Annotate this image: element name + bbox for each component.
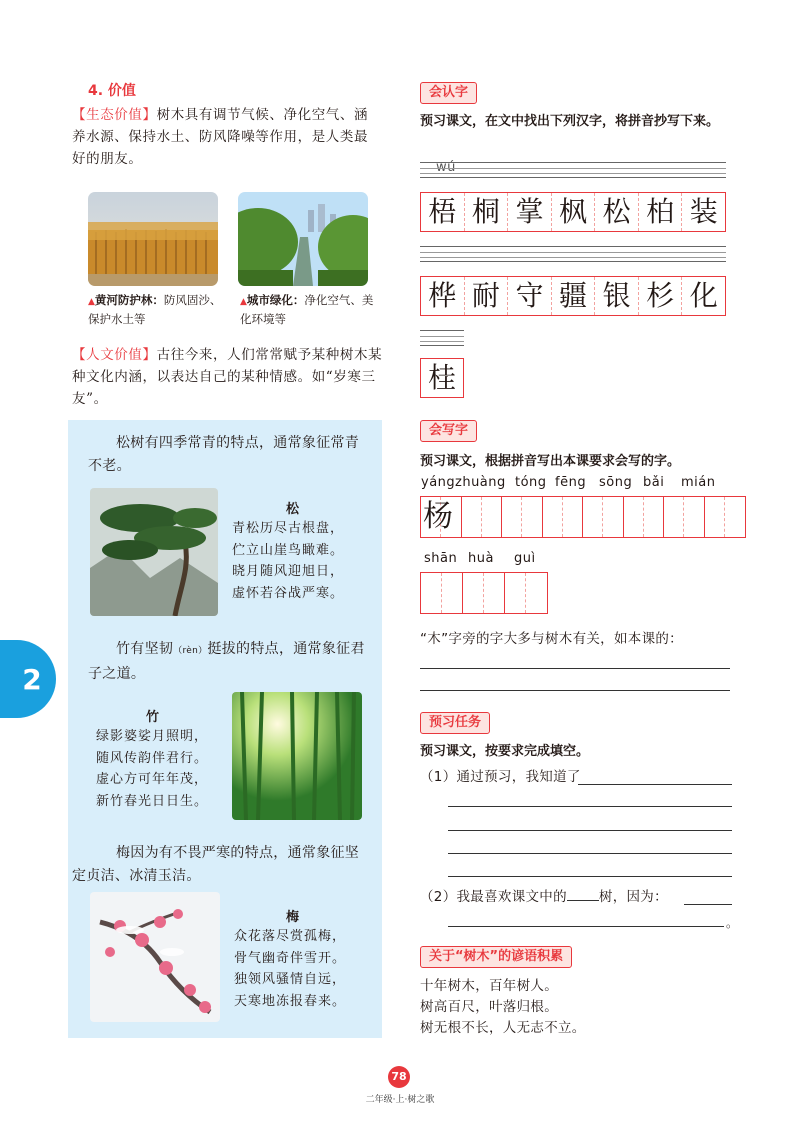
recognize-instruction: 预习课文，在文中找出下列汉字，将拼音抄写下来。 [420,114,720,129]
plum-poem: 众花落尽赏孤梅， 骨气幽奇伴雪开。 独领风骚情自远， 天寒地冻报春来。 [234,929,347,1009]
culture-value-paragraph [72,344,384,410]
task-q1: （1）通过预习，我知道了 [420,769,581,785]
task-instruction: 预习课文，按要求完成填空。 [420,744,590,759]
proverb-line: 十年树木，百年树人。 [420,978,558,994]
task-q2: （2）我最喜欢课文中的 树，因为： [420,889,668,905]
culture-value-tag: 【人文价值】 [72,347,157,363]
unit-tab: 2 [0,640,56,718]
recognize-row-1: 梧 桐 掌 枫 松 柏 装 [420,192,726,232]
page-footer: 二年级·上·树之歌 [365,1095,435,1105]
recognize-row-3: 桂 [420,358,464,398]
pinyin-lines-1 [420,162,726,178]
proverb-line: 树高百尺，叶落归根。 [420,999,558,1015]
plum-poem-title: 梅 [286,910,300,925]
proverbs-tab: 关于“树木”的谚语积累 [420,946,572,968]
pine-photo [90,488,218,616]
radical-answer-line-2[interactable] [420,690,730,691]
section-heading: 4. 价值 [88,83,136,99]
write-pinyin-row-2: shān huà guì [424,551,536,566]
pine-intro: 松树有四季常青的特点，通常象征常青不老。 [88,435,360,474]
plum-intro: 梅因为有不畏严寒的特点，通常象征坚定贞洁、冰清玉洁。 [72,845,360,884]
pine-poem: 青松历尽古根盘， 伫立山崖鸟瞰难。 晓月随风迎旭日， 虚怀若谷战严寒。 [232,521,345,601]
q2-line-2[interactable] [448,926,724,927]
plum-photo [90,892,220,1022]
write-grid-row-2[interactable] [420,572,548,614]
city-greening-caption: ▲城市绿化：净化空气、美化环境等 [240,293,374,326]
page-number: 78 [388,1066,410,1088]
q1-line-2[interactable] [448,806,732,807]
write-grid-row-1[interactable] [420,496,746,538]
write-pinyin-row-1: yángzhuàng tóng fēng sōng bǎi mián [421,475,716,490]
example-pinyin: wú [436,160,456,175]
q2-reason-blank[interactable] [684,904,732,905]
q2-end-mark: 。 [726,916,739,930]
bamboo-poem: 绿影婆娑月照明， 随风传韵伴君行。 虚心方可年年茂， 新竹春光日日生。 [96,729,209,809]
bamboo-intro: 竹有坚韧（rèn）挺拔的特点，通常象征君子之道。 [88,641,365,682]
proverb-line: 树无根不长，人无志不立。 [420,1020,586,1036]
bamboo-photo [232,692,362,820]
shelterbelt-caption: ▲黄河防护林：防风固沙、保护水土等 [88,293,222,326]
q1-line-5[interactable] [448,876,732,877]
q1-line-4[interactable] [448,853,732,854]
pinyin-lines-3 [420,330,464,346]
q1-blank[interactable] [578,784,732,785]
write-chars-tab: 会写字 [420,420,477,442]
write-instruction: 预习课文，根据拼音写出本课要求会写的字。 [420,454,681,469]
example-written-char: 杨 [423,499,453,534]
pine-poem-title: 松 [286,502,300,517]
pinyin-lines-2 [420,246,726,262]
q2-tree-blank[interactable] [567,900,599,901]
recognize-row-2: 桦 耐 守 疆 银 杉 化 [420,276,726,316]
proverbs-list [420,976,740,1039]
eco-value-paragraph [72,104,382,170]
bamboo-poem-title: 竹 [146,710,160,725]
radical-note: “木”字旁的字大多与树木有关，如本课的： [420,631,683,647]
recognize-chars-tab: 会认字 [420,82,477,104]
preview-task-tab: 预习任务 [420,712,490,734]
q1-line-3[interactable] [448,830,732,831]
eco-value-text: 树木具有调节气候、净化空气、涵养水源、保持水土、防风降噪等作用，是人类最好的朋友。 [72,107,369,167]
culture-value-text: 古往今来，人们常常赋予某种树木某种文化内涵，以表达自己的某种情感。如“岁寒三友”。 [72,347,383,407]
city-greening-photo [238,192,368,286]
radical-answer-line-1[interactable] [420,668,730,669]
eco-value-tag: 【生态价值】 [72,107,157,123]
shelterbelt-photo [88,192,218,286]
